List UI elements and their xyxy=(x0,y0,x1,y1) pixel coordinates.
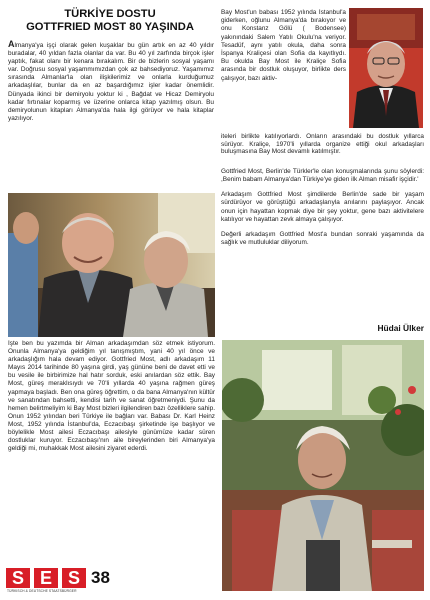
photo-three-men-image xyxy=(8,193,215,337)
article-title xyxy=(8,8,212,34)
col1-main-text: İşte ben bu yazımda bir Alman arkadaşımdan söz etmek istiyorum. Onunla Almanya'ya geldiğim yıl tanışmıştım, yani 40 yıl önce ve arkadaşlığım hala devam ediyor. Gottfried Most, adlı arkadaşım 11 Mayıs 2014 tarihinde 80 yaşına girdi, yaş gününe beni de davet etti ve bu vesile ile birbirimize hal hatır sorduk, eski anılardan söz ettik. Bay Most, güreş meraklısıydı ve 70'li yıllarda 40 yaşına rağmen güreş yapmaya başladı. Ben ona güreş öğrettim, o da bana Almanya'nın kültür ve sanatından bahsetti, kendisi tarih ve sanat öğretmeniydi. Şunu da hemen belirtmeliyim ki Bay Most bizleri ilgilendiren bazı özelliklere sahip. Onun 1952 yılından beri Türkiye ile bağları var. Babası Dr. Karl Heinz Most, 1952 yılında İstanbul'da, Eczacıbaşı şirketinde işe başlıyor ve böylelikle Most ailesi Eczacıbaşı ailesiyle günümüze kadar süren dostluklar kuruyor. Eczacıbaşı'nın aile bireylerinden biri Almanya'ya geldiği mi, muhakkak Most ailesini ziyaret ederdi. xyxy=(8,340,215,453)
col2-intro xyxy=(221,9,346,134)
page-number: 38 xyxy=(91,568,110,587)
article-title-line1: TÜRKİYE DOSTU xyxy=(64,8,156,20)
drop-cap: A xyxy=(8,40,15,49)
col2-paragraph-3: Arkadaşım Gottfried Most şimdilerde Berlin'de sade bir yaşam sürdürüyor ve görüştüğü arkadaşlarıyla anılarını paylaşıyor. Ancak onun için hayattan kopmak diye bir şey yoktur, gene bazı aktivitelere katılıyor ve hayattan zevk almaya çalışıyor. xyxy=(221,191,424,223)
photo-portrait-image xyxy=(349,8,423,128)
lead-text: lmanya'ya işçi olarak gelen kuşaklar bu gün artık en az 40 yıldır buradalar, 40 yıldan fazla olanlar da var. Bu 40 yıl zarfında birçok işler yaptık, fakat olanı bir kenara bırakalım. Bir de bizlerin sosyal yaşamı var. Doğrusu sosyal yaşammımızdan çok az bahsediyoruz. Yaşamımız sırasında Almanlar'la olan ilişkilerimiz ve onlarla kurduğumuz arkadaşlılar, bunlar da en az başardığımız işler kadar önemlidir. Dünyada ikinci bir demiryolu yoktur ki , Bağdat ve Hicaz Demiryolu kadar fırtınalar koparmış ve üzerine onlarca kitap yazılmış olsun. Bu demiryolunun kitapları Almanya'da hala ilgi görüyor ve hala kitaplar yazılıyor. xyxy=(8,42,214,122)
svg-text:E: E xyxy=(39,568,53,588)
photo-seated-man-image xyxy=(222,340,424,591)
col2-paragraph-4: Değerli arkadaşım Gottfried Most'a bundan sonraki yaşamında da sağlık ve mutluluklar diliyorum. xyxy=(221,230,424,247)
footer-logo xyxy=(6,568,112,596)
svg-text:S: S xyxy=(11,568,25,588)
col2-intro-text: Bay Most'un babası 1952 yılında İstanbul'a giderken, oğlunu Almanya'da bırakıyor ve onu Konstanz Gölü ( Bodensee) yakınındaki Salem Yatılı Okulu'na veriyor. Tesadüf, aynı yatılı okula, daha sonra İspanya Kraliçesi olan Sofia da kayıtlıydı. Bu okulda Bay Most ile Kraliçe Sofia arasında bir dostluk oluşuyor, birlikte ders çalışıyor, bazı aktiv- xyxy=(221,9,346,82)
logo-tagline: TÜRKISCH & DEUTSCHE STAATSBÜRGER xyxy=(7,589,77,593)
col2-continued xyxy=(221,133,424,155)
lead-paragraph xyxy=(8,40,214,218)
photo-three-men xyxy=(8,193,215,337)
svg-text:S: S xyxy=(67,568,81,588)
article-title-line2: GOTTFRIED MOST 80 YAŞINDA xyxy=(26,21,194,33)
photo-seated-man xyxy=(222,340,424,591)
col2-continued-text: iteleri birlikte katılıyorlardı. Onların arasındaki bu dostluk yıllarca sürüyor. Kraliçe, 1970'li yıllarda organize ettiği okul arkadaşları buluşmasına Bay Most devamlı katılmıştır. xyxy=(221,133,424,155)
col1-main-body xyxy=(8,340,215,573)
author-name: Hüdai Ülker xyxy=(377,323,424,333)
col2-paragraph-2: Gottfried Most, Berlin'de Türkler'le olan konuşmalarında şunu söylerdi: ,Benim babam Almanya'dan Türkiye'ye giden ilk Alman misafir işçidir.' xyxy=(221,168,424,184)
ses-logo-icon xyxy=(6,568,88,588)
photo-portrait xyxy=(349,8,423,128)
col2-paragraphs xyxy=(221,168,424,318)
